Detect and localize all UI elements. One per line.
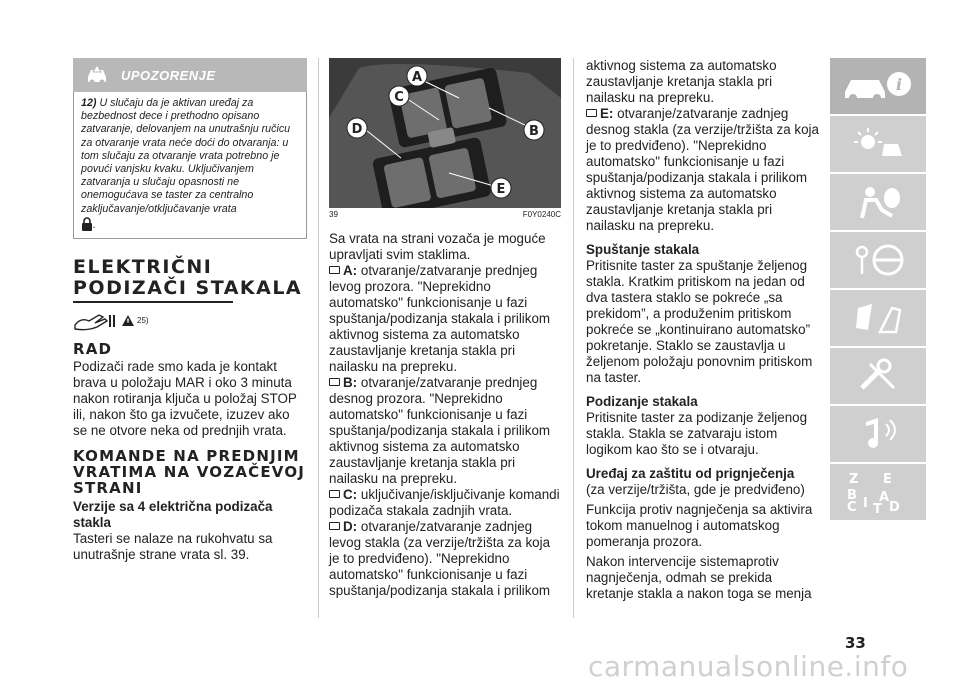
car-info-icon	[841, 66, 915, 106]
glove-hand-icon	[73, 311, 119, 331]
uredjaj-text-1: Funkcija protiv nagnječenja sa aktivira tokom manuelnog i automatskog pomeranja prozora.	[586, 502, 813, 549]
column-1	[73, 58, 307, 563]
item-label: C:	[343, 487, 358, 502]
book-icon	[329, 490, 340, 498]
uredjaj-subheading: (za verzije/tržišta, gde je predviđeno)	[586, 482, 805, 497]
label-b	[524, 120, 544, 140]
page-number: 33	[845, 634, 866, 652]
list-item	[329, 263, 561, 375]
airbag-icon	[848, 182, 908, 222]
item-text: uključivanje/isključivanje komandi podizača stakala zadnjih vrata.	[329, 487, 560, 518]
item-label: D:	[343, 519, 358, 534]
tab-warning-lights[interactable]	[830, 116, 926, 172]
index-letters-icon	[843, 470, 913, 517]
list-item	[329, 487, 561, 519]
label-c	[389, 86, 409, 106]
tab-steering-key[interactable]	[830, 232, 926, 288]
svg-text:i: i	[895, 75, 903, 94]
list-item	[329, 375, 561, 487]
tab-tools[interactable]	[830, 348, 926, 404]
column-2	[329, 58, 561, 599]
tab-media[interactable]	[830, 406, 926, 462]
index-letter: C	[847, 500, 857, 515]
warning-title: UPOZORENJE	[121, 67, 216, 83]
section-title	[73, 257, 307, 299]
index-letter: I	[863, 496, 868, 511]
figure-caption	[329, 210, 561, 219]
tools-icon	[848, 356, 908, 396]
figure-code: F0Y0240C	[522, 210, 561, 219]
svg-text:B: B	[529, 124, 539, 139]
rad-text: Podizači rade smo kada je kontakt brava u položaju MAR i oko 3 minuta nakon rotiranja ključa u položaj STOP ili, nakon što ga izvučete, izuzev ako se ne otvore neka od prednjih vrata.	[73, 358, 297, 438]
komande-heading: KOMANDE NA PREDNJIM VRATIMA NA VOZAČEVOJ STRANI	[73, 446, 306, 497]
chapter-tabs	[830, 58, 926, 522]
warning-tail: .	[93, 218, 96, 231]
column-3	[586, 58, 821, 602]
komande-subheading: Verzije sa 4 električna podizača stakla	[73, 498, 273, 530]
index-letter: A	[879, 490, 890, 505]
item-text: otvaranje/zatvaranje zadnjeg levog stakla (za verzije/tržišta za koja je to predviđeno). "Neprekidno automatsko" funkcionisanje u fazi spuštanja/podizanja stakala i prilikom	[329, 519, 551, 598]
figure-number: 39	[329, 210, 338, 219]
warning-triangle-icon	[122, 315, 134, 326]
section-ref: 25)	[137, 316, 149, 326]
col3-continuation: aktivnog sistema za automatsko zaustavljanje kretanja stakla pri nailasku na prepreku.	[586, 58, 777, 105]
section-icons	[73, 311, 307, 331]
item-e-label: E:	[600, 106, 614, 121]
section-title-line1: ELEKTRIČNI	[73, 255, 213, 278]
index-letter: Z	[849, 472, 859, 487]
uredjaj-heading: Uređaj za zaštitu od prignječenja	[586, 466, 795, 481]
col2-intro: Sa vrata na strani vozača je moguće upravljati svim staklima.	[329, 231, 546, 262]
index-letter: T	[873, 502, 882, 517]
book-icon	[586, 109, 597, 117]
index-letter: D	[889, 500, 900, 515]
item-e	[586, 106, 821, 234]
label-e	[491, 178, 511, 198]
book-icon	[329, 266, 340, 274]
warning-box	[73, 92, 307, 239]
window-switch-panel	[329, 58, 561, 208]
media-icon	[848, 414, 908, 454]
tab-fuel-jack[interactable]	[830, 290, 926, 346]
watermark: carmanualsonline.info	[588, 650, 909, 683]
rad-heading: RAD	[73, 339, 113, 358]
item-label: B:	[343, 375, 358, 390]
column-divider-2	[573, 58, 574, 618]
book-icon	[329, 378, 340, 386]
fuel-jack-icon	[848, 298, 908, 338]
column-divider	[318, 58, 319, 618]
item-text: otvaranje/zatvaranje prednjeg levog prozora. "Neprekidno automatsko" funkcionisanje u fazi spuštanja/podizanja stakala i prilikom aktivnog sistema za automatsko zaustavljanje kretanja stakla pri nailasku na prepreku.	[329, 263, 551, 374]
car-warning-icon	[73, 64, 121, 86]
tab-car-info[interactable]	[830, 58, 926, 114]
warning-text: U slučaju da je aktivan uređaj za bezbednost dece i prethodno opisano zatvaranje, delovanjem na unutrašnju ručicu za otvaranje vrata neće doći do otvaranja: u tom slučaju za otvaranje vrata potrebno je povući vanjsku kvaku. Uključivanjem zatvaranja u slučaju opasnosti ne onemogućava se taster za centralno zaključavanje/otključavanje vrata	[81, 97, 291, 215]
item-text: otvaranje/zatvaranje prednjeg desnog prozora. "Neprekidno automatsko" funkcionisanje u fazi spuštanja/podizanja stakala i prilikom aktivnog sistema za automatsko zaustavljanje kretanja stakla pri nailasku na prepreku.	[329, 375, 551, 486]
lock-icon	[81, 217, 93, 232]
book-icon	[329, 522, 340, 530]
podizanje-text: Pritisnite taster za podizanje željenog stakla. Stakla se zatvaraju istom logikom kao što se i otvaraju.	[586, 410, 808, 457]
section-title-line2: PODIZAČI STAKALA	[73, 276, 303, 299]
tab-airbag[interactable]	[830, 174, 926, 230]
komande-text: Tasteri se nalaze na rukohvatu sa unutrašnje strane vrata sl. 39.	[73, 530, 273, 562]
svg-text:D: D	[351, 122, 363, 137]
item-e-text: otvaranje/zatvaranje zadnjeg desnog stakla (za verzije/tržišta za koja je to predviđeno). "Neprekidno automatsko" funkcionisanje u fazi spuštanja/podizanja stakala i prilikom aktivnog sistema za automatsko zaustavljanje kretanja stakla pri nailasku na prepreku.	[586, 106, 819, 233]
label-a	[407, 66, 427, 86]
warning-header	[73, 58, 307, 92]
index-letter: E	[883, 472, 892, 487]
spustanje-heading: Spuštanje stakala	[586, 242, 700, 257]
uredjaj-text-2: Nakon intervencije sistemaprotiv nagnječenja, odmah se prekida kretanje stakla a nakon toga se menja	[586, 554, 812, 601]
tab-index[interactable]	[830, 464, 926, 520]
podizanje-heading: Podizanje stakala	[586, 394, 698, 409]
list-item	[329, 519, 561, 599]
index-letter: B	[847, 488, 857, 503]
steering-key-icon	[848, 240, 908, 280]
svg-text:C: C	[394, 90, 404, 105]
warning-lights-icon	[848, 124, 908, 164]
title-rule	[73, 301, 233, 303]
figure-photo	[329, 58, 561, 208]
warning-number: 12)	[81, 97, 97, 109]
svg-text:E: E	[496, 182, 506, 197]
spustanje-text: Pritisnite taster za spuštanje željenog stakla. Kratkim pritiskom na jedan od dva tastera staklo se pokreće „sa prekidom”, a produženim pritiskom pokreće se „kontinuirano automatsko” pokretanje. Staklo se zaustavlja u željenom položaju ponovnim pritiskom na taster.	[586, 258, 813, 385]
label-d	[347, 118, 367, 138]
item-label: A:	[343, 263, 358, 278]
svg-text:A: A	[411, 70, 423, 85]
